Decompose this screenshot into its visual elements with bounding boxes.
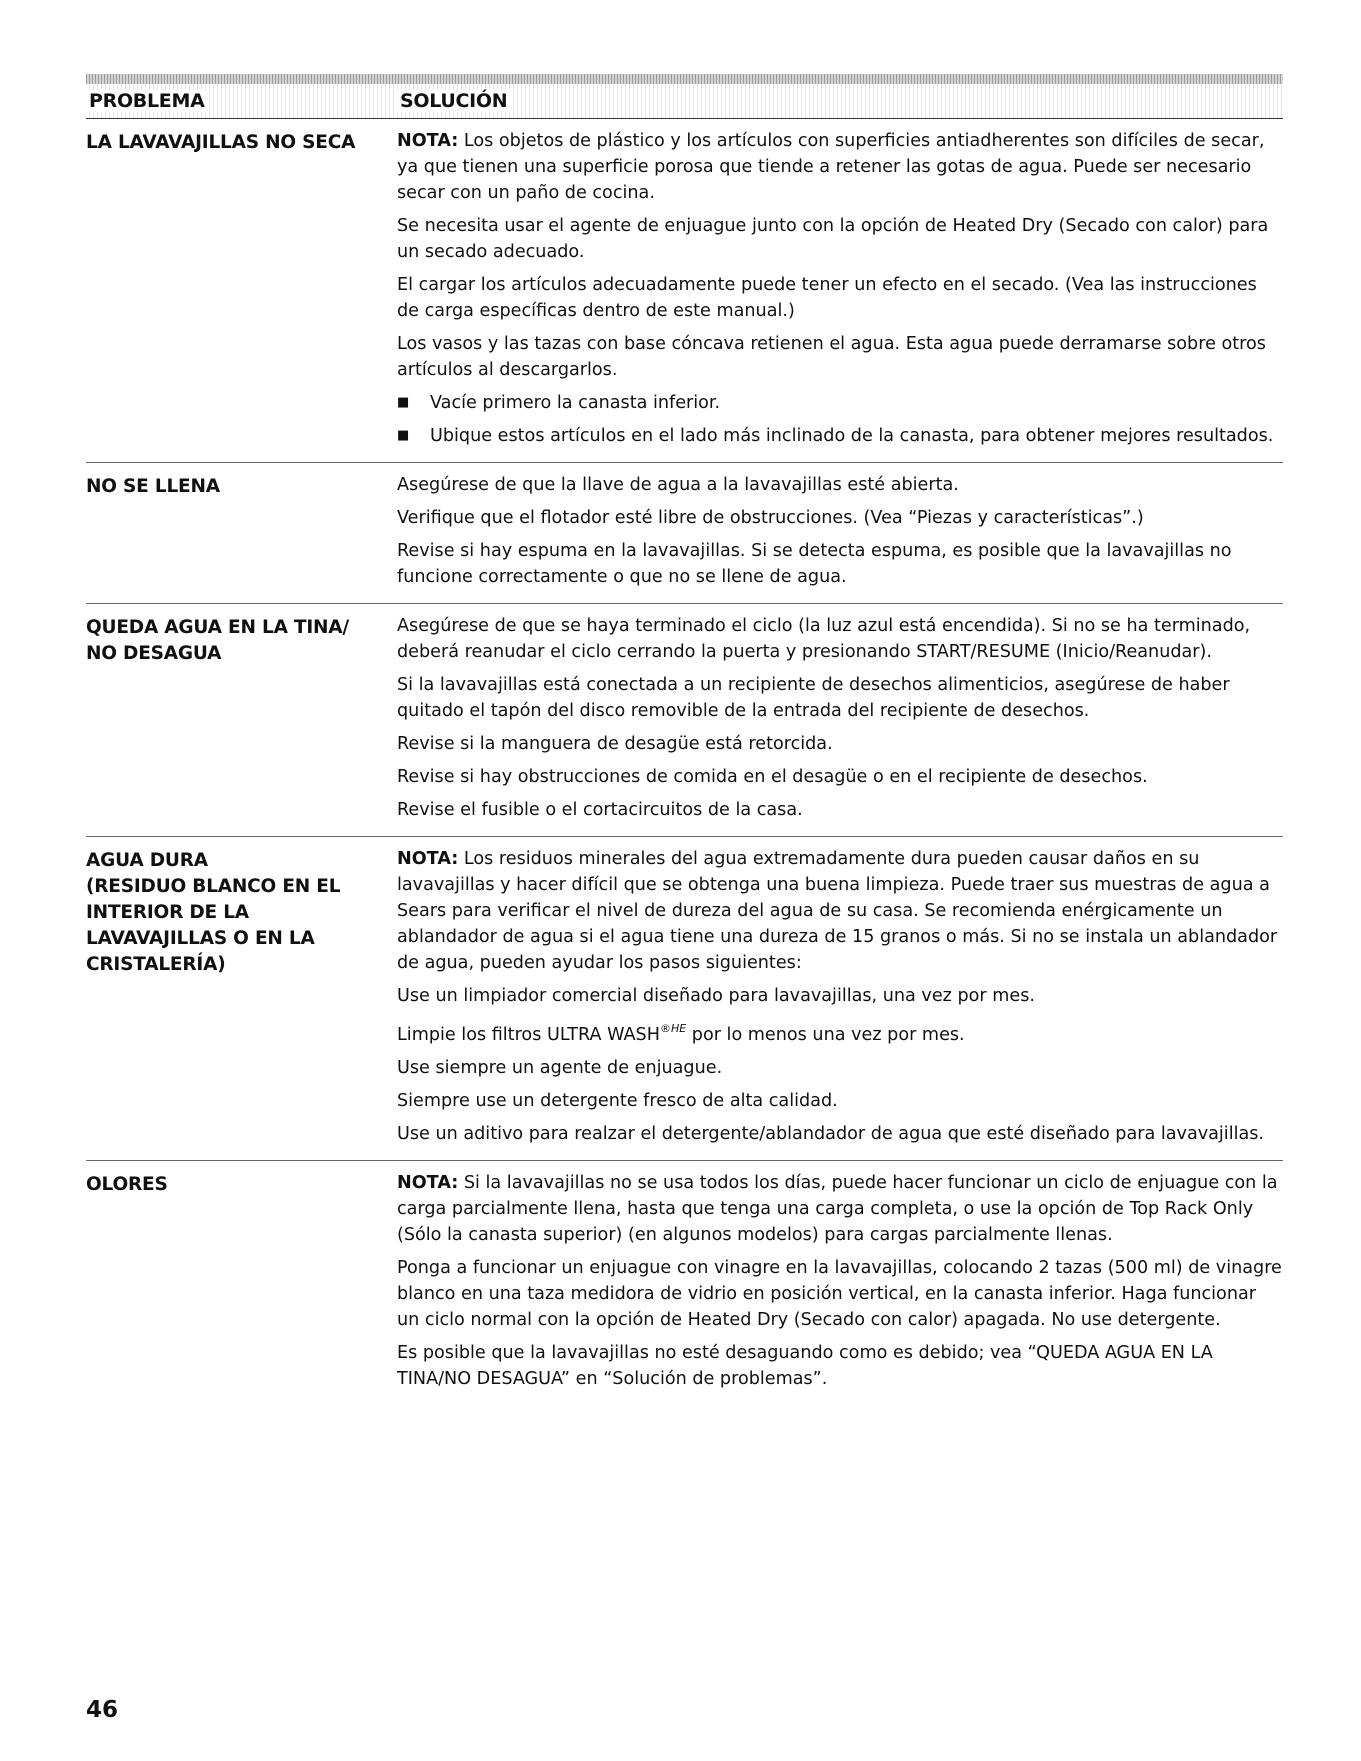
solution-text xyxy=(397,1016,1283,1048)
solution-text: Siempre use un detergente fresco de alta calidad. xyxy=(397,1091,838,1111)
solution-text: Use un limpiador comercial diseñado para lavavajillas, una vez por mes. xyxy=(397,986,1035,1006)
solution-note xyxy=(397,1170,1283,1248)
header-problem: PROBLEMA xyxy=(86,90,208,112)
page-number: 46 xyxy=(86,1697,119,1723)
solution-text: Es posible que la lavavajillas no esté desaguando como es debido; vea “QUEDA AGUA EN LA TINA/NO DESAGUA” en “Solución de problemas”. xyxy=(397,1343,1213,1389)
table-row xyxy=(86,463,1283,604)
note-text: Los residuos minerales del agua extremadamente dura pueden causar daños en su lavavajillas y hacer difícil que se obtenga una buena limpieza. Puede traer sus muestras de agua a Sears para verificar el nivel de dureza del agua de su casa. Se recomienda enérgicamente un ablandador de agua si el agua tiene una dureza de 15 granos o más. Si no se instala un ablandador de agua, pueden ayudar los pasos siguientes: xyxy=(397,849,1278,973)
solution-text: Verifique que el flotador esté libre de obstrucciones. (Vea “Piezas y características”.) xyxy=(397,508,1144,528)
solution-text: Ponga a funcionar un enjuague con vinagre en la lavavajillas, colocando 2 tazas (500 ml) de vinagre blanco en una taza medidora de vidrio en posición vertical, en la canasta inferior. Haga funcionar un ciclo normal con la opción de Heated Dry (Secado con calor) apagada. No use detergente. xyxy=(397,1258,1282,1330)
table-row xyxy=(86,1161,1283,1405)
solution-cell xyxy=(397,846,1283,1154)
problem-cell: LA LAVAVAJILLAS NO SECA xyxy=(86,132,356,153)
solution-text: Se necesita usar el agente de enjuague junto con la opción de Heated Dry (Secado con calor) para un secado adecuado. xyxy=(397,216,1269,262)
note-text: Si la lavavajillas no se usa todos los días, puede hacer funcionar un ciclo de enjuague con la carga parcialmente llena, hasta que tenga una carga completa, o use la opción de Top Rack Only (Sólo la canasta superior) (en algunos modelos) para cargas parcialmente llenas. xyxy=(397,1173,1278,1245)
header-solution: SOLUCIÓN xyxy=(397,90,510,112)
solution-cell xyxy=(397,613,1283,830)
solution-text: Los vasos y las tazas con base cóncava retienen el agua. Esta agua puede derramarse sobre otros artículos al descargarlos. xyxy=(397,334,1266,380)
solution-text: Use siempre un agente de enjuague. xyxy=(397,1058,723,1078)
solution-note xyxy=(397,846,1283,976)
registered-mark: ® xyxy=(659,1022,671,1035)
bullet-item xyxy=(397,423,1283,449)
bullet-square-icon: ■ xyxy=(397,428,410,443)
filter-text-end: por lo menos una vez por mes. xyxy=(686,1025,965,1045)
table-row xyxy=(86,837,1283,1161)
solution-text: Asegúrese de que la llave de agua a la lavavajillas esté abierta. xyxy=(397,475,959,495)
bullet-square-icon: ■ xyxy=(397,395,410,410)
note-text: Los objetos de plástico y los artículos con superficies antiadherentes son difíciles de secar, ya que tienen una superficie porosa que tiende a retener las gotas de agua. Puede ser necesario secar con un paño de cocina. xyxy=(397,131,1265,203)
problem-cell: NO SE LLENA xyxy=(86,476,220,497)
solution-text: El cargar los artículos adecuadamente puede tener un efecto en el secado. (Vea las instrucciones de carga específicas dentro de este manual.) xyxy=(397,275,1257,321)
problem-cell: OLORES xyxy=(86,1174,168,1195)
problem-cell: QUEDA AGUA EN LA TINA/ NO DESAGUA xyxy=(86,617,349,664)
solution-cell xyxy=(397,128,1283,456)
solution-text: Revise si la manguera de desagüe está retorcida. xyxy=(397,734,833,754)
table-row xyxy=(86,604,1283,837)
solution-text: Revise si hay espuma en la lavavajillas. Si se detecta espuma, es posible que la lavavajillas no funcione correctamente o que no se llene de agua. xyxy=(397,541,1232,587)
solution-text: Revise si hay obstrucciones de comida en el desagüe o en el recipiente de desechos. xyxy=(397,767,1148,787)
note-label: NOTA: xyxy=(397,1173,459,1193)
solution-cell xyxy=(397,472,1283,597)
solution-note xyxy=(397,128,1283,206)
solution-text: Si la lavavajillas está conectada a un recipiente de desechos alimenticios, asegúrese de haber quitado el tapón del disco removible de la entrada del recipiente de desechos. xyxy=(397,675,1230,721)
table-header xyxy=(86,74,1283,119)
solution-text: Revise el fusible o el cortacircuitos de la casa. xyxy=(397,800,803,820)
bullet-text: Vacíe primero la canasta inferior. xyxy=(430,393,721,413)
note-label: NOTA: xyxy=(397,849,459,869)
solution-text: Asegúrese de que se haya terminado el ciclo (la luz azul está encendida). Si no se ha terminado, deberá reanudar el ciclo cerrando la puerta y presionando START/RESUME (Inicio/Reanudar). xyxy=(397,616,1251,662)
solution-text: Use un aditivo para realzar el detergente/ablandador de agua que esté diseñado para lavavajillas. xyxy=(397,1124,1265,1144)
filter-text: Limpie los filtros ULTRA WASH xyxy=(397,1025,660,1045)
bullet-item xyxy=(397,390,1283,416)
problem-cell: AGUA DURA (RESIDUO BLANCO EN EL INTERIOR DE LA LAVAVAJILLAS O EN LA CRISTALERÍA) xyxy=(86,850,341,975)
he-mark: HE xyxy=(670,1022,687,1035)
solution-cell xyxy=(397,1170,1283,1399)
note-label: NOTA: xyxy=(397,131,459,151)
table-row xyxy=(86,119,1283,463)
bullet-text: Ubique estos artículos en el lado más inclinado de la canasta, para obtener mejores resultados. xyxy=(430,426,1274,446)
troubleshooting-table xyxy=(86,74,1283,1405)
